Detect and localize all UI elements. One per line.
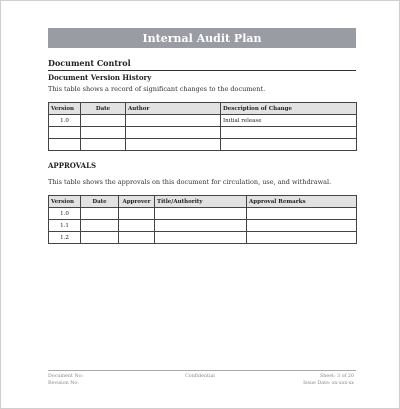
cell-approver [119,208,155,220]
version-history-heading: Document Version History [48,73,152,82]
cell-version: 1.1 [49,220,81,232]
document-control-heading: Document Control [48,58,356,71]
footer-classification: Confidential [185,374,215,379]
column-header-title-authority: Title/Authority [155,196,247,208]
cell-version [49,139,81,151]
approvals-heading: APPROVALS [48,161,97,170]
footer-document-no: Document No: [48,374,84,379]
document-title: Internal Audit Plan [48,28,356,48]
cell-date [81,127,126,139]
cell-version: 1.0 [49,115,81,127]
column-header-approver: Approver [119,196,155,208]
table-row [49,115,357,127]
column-header-author: Author [126,103,221,115]
approvals-description: This table shows the approvals on this document for circulation, use, and withdrawal. [48,178,332,186]
footer-divider [48,370,356,371]
cell-approval-remarks [247,208,357,220]
version-history-header-row [49,103,357,115]
approvals-header-row [49,196,357,208]
cell-title-authority [155,220,247,232]
table-row [49,139,357,151]
cell-date [81,139,126,151]
column-header-date: Date [81,196,119,208]
cell-date [81,115,126,127]
version-history-table [48,102,357,151]
table-row [49,127,357,139]
cell-author [126,127,221,139]
column-header-version: Version [49,196,81,208]
footer-revision-no: Revision No: [48,381,79,386]
cell-approval-remarks [247,232,357,244]
table-row [49,208,357,220]
footer-sheet: Sheet: 3 of 20 [320,374,354,379]
cell-approver [119,220,155,232]
table-row [49,232,357,244]
column-header-date: Date [81,103,126,115]
cell-version: 1.0 [49,208,81,220]
cell-version: 1.2 [49,232,81,244]
approvals-table [48,195,357,244]
cell-approver [119,232,155,244]
table-row [49,220,357,232]
column-header-version: Version [49,103,81,115]
cell-description [221,139,357,151]
cell-approval-remarks [247,220,357,232]
cell-author [126,115,221,127]
cell-title-authority [155,232,247,244]
column-header-approval-remarks: Approval Remarks [247,196,357,208]
cell-version [49,127,81,139]
column-header-description: Description of Change [221,103,357,115]
footer-issue-date: Issue Date: xx-xxx-xx [303,381,354,386]
cell-date [81,232,119,244]
footer-right [303,373,354,387]
cell-description [221,127,357,139]
cell-date [81,220,119,232]
cell-date [81,208,119,220]
cell-author [126,139,221,151]
version-history-description: This table shows a record of significant changes to the document. [48,85,266,93]
cell-title-authority [155,208,247,220]
cell-description: Initial release [221,115,357,127]
